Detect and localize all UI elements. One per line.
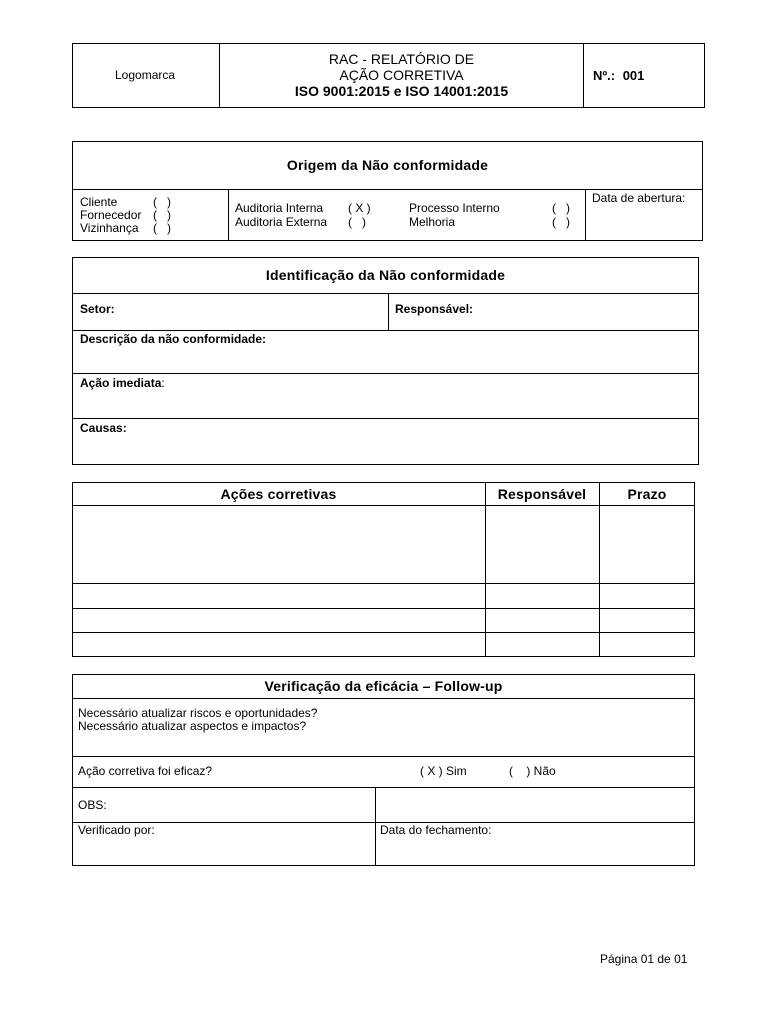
divider [72,698,695,699]
acao-imediata-text: Ação imediata [80,376,162,390]
eficaz-sim-option[interactable]: ( X ) Sim [420,764,467,778]
aspectos-question: Necessário atualizar aspectos e impactos? [78,719,307,733]
header-divider [583,43,584,108]
divider [72,505,695,506]
divider [72,583,695,584]
divider [388,293,389,330]
divider [375,787,376,866]
data-fechamento-label: Data do fechamento: [380,823,492,837]
report-number-label: Nº.: [593,68,616,83]
causas-label: Causas: [80,421,127,435]
divider [599,482,600,657]
origem-auditoria-interna: Auditoria Interna [235,201,324,215]
origem-auditoria-externa: Auditoria Externa [235,215,328,229]
origem-fornecedor: Fornecedor [80,208,142,222]
origem-title: Origem da Não conformidade [286,157,489,173]
origem-cliente [80,195,117,209]
identificacao-box [72,257,699,465]
origem-fornecedor-mark[interactable]: ( ) [153,208,171,222]
col-responsavel-header: Responsável [497,486,587,502]
origem-auditoria-interna-mark[interactable]: ( X ) [348,201,371,215]
logo-placeholder: Logomarca [115,68,176,82]
origem-melhoria: Melhoria [409,215,456,229]
option-label: Cliente [80,195,118,209]
divider [485,482,486,657]
divider [72,787,695,788]
divider [72,756,695,757]
eficaz-nao-option[interactable]: ( ) Não [509,764,556,778]
obs-label: OBS: [78,798,107,812]
acao-imediata-label [80,376,165,390]
divider [72,418,699,419]
divider [72,293,699,294]
data-abertura-label: Data de abertura: [592,191,686,205]
origem-divider [585,189,586,241]
col-prazo-header: Prazo [627,486,667,502]
divider [72,330,699,331]
descricao-label: Descrição da não conformidade: [80,332,267,346]
origem-auditoria-externa-mark[interactable]: ( ) [348,215,366,229]
origem-title-divider [72,189,703,190]
origem-processo-interno: Processo Interno [409,201,500,215]
origem-vizinhanca: Vizinhança [80,221,139,235]
origem-divider [228,189,229,241]
acoes-table [72,482,695,657]
identificacao-title: Identificação da Não conformidade [265,267,506,283]
acao-imediata-colon: : [161,376,165,390]
origem-vizinhanca-mark[interactable]: ( ) [153,221,171,235]
divider [72,632,695,633]
origem-cliente-mark[interactable]: ( ) [153,195,171,209]
origem-melhoria-mark[interactable]: ( ) [552,215,570,229]
verificado-por-label: Verificado por: [78,823,155,837]
page-number: Página 01 de 01 [600,952,688,966]
report-title-line1: RAC - RELATÓRIO DE [328,51,475,67]
col-acoes-header: Ações corretivas [220,486,337,502]
setor-label: Setor: [80,302,115,316]
divider [72,608,695,609]
report-number [593,68,644,83]
report-title-line3: ISO 9001:2015 e ISO 14001:2015 [294,83,509,99]
report-title-line2: AÇÃO CORRETIVA [339,67,464,83]
origem-processo-interno-mark[interactable]: ( ) [552,201,570,215]
eficaz-question: Ação corretiva foi eficaz? [78,764,213,778]
report-title [220,51,583,99]
verificacao-title: Verificação da eficácia – Follow-up [264,678,503,694]
divider [72,373,699,374]
responsavel-label: Responsável: [395,302,474,316]
riscos-question: Necessário atualizar riscos e oportunidades? [78,706,318,720]
report-number-value: 001 [622,68,645,83]
